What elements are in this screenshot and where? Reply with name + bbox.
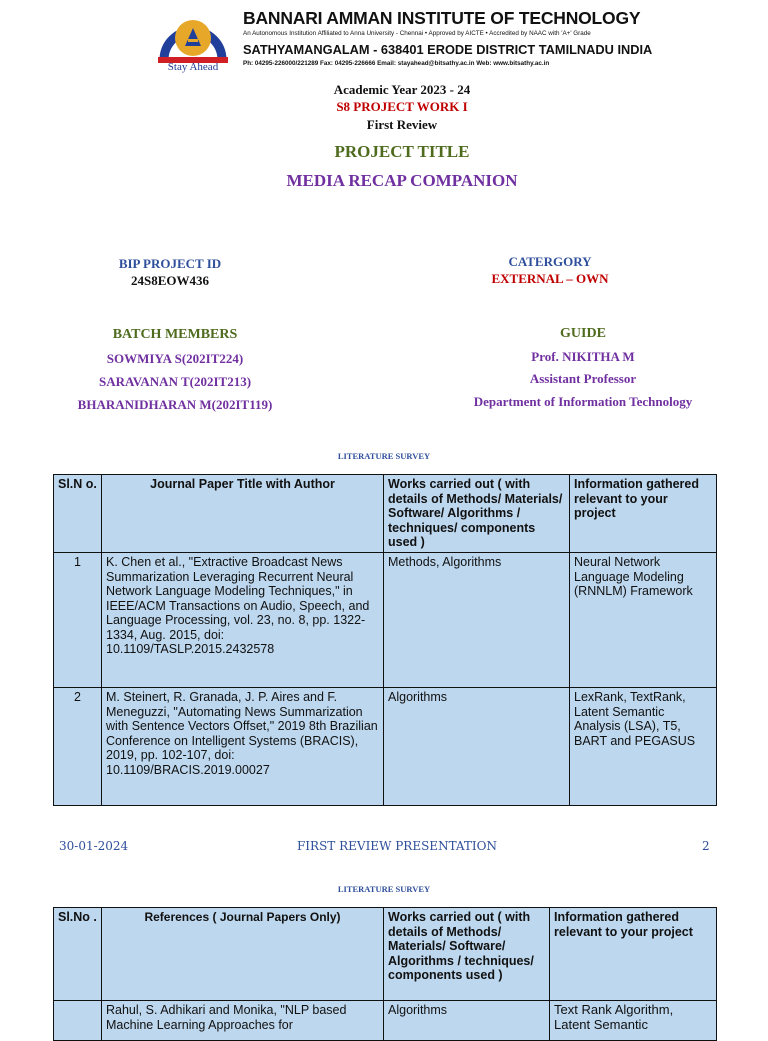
table-row [54,553,717,688]
batch-member: SOWMIYA S(202IT224) [106,351,244,366]
header-references: References ( Journal Papers Only) [102,908,384,1001]
batch-members-label: BATCH MEMBERS [112,327,238,342]
institution-affiliation: An Autonomous Institution Affiliated to Anna University - Chennai • Approved by AICTE • Accredited by NAAC with 'A+' Grade [243,30,591,37]
header-sl-no: Sl.No . [54,908,102,1001]
literature-survey-title-2: LITERATURE SURVEY [337,884,431,894]
row-works: Algorithms [384,1001,550,1041]
literature-survey-table [53,474,717,806]
header-information-gathered: Information gathered relevant to your project [550,908,717,1001]
row-info: Neural Network Language Modeling (RNNLM) Framework [570,553,717,688]
review-label: First Review [366,117,438,132]
project-title: MEDIA RECAP COMPANION [286,171,518,190]
table-row [54,1001,717,1041]
batch-member: BHARANIDHARAN M(202IT119) [77,397,273,412]
row-sl-no: 2 [54,688,102,806]
project-title-label: PROJECT TITLE [334,142,470,161]
row-paper: K. Chen et al., "Extractive Broadcast News Summarization Leveraging Recurrent Neural Network Language Modeling Techniques," in IEEE/ACM Transactions on Audio, Speech, and Language Processing, vol. 23, no. 8, pp. 1322-1334, Aug. 2015, doi: 10.1109/TASLP.2015.2432578 [102,553,384,688]
row-sl-no [54,1001,102,1041]
academic-year: Academic Year 2023 - 24 [333,82,471,97]
literature-survey-title: LITERATURE SURVEY [337,451,431,461]
row-works: Algorithms [384,688,570,806]
tagline: Stay Ahead [167,61,219,73]
header-sl-no: Sl.N o. [54,475,102,553]
institution-name: BANNARI AMMAN INSTITUTE OF TECHNOLOGY [243,8,641,28]
category-label: CATERGORY [508,254,592,269]
header-works-carried-out: Works carried out ( with details of Methods/ Materials/ Software/ Algorithms / techniques/ components used ) [384,908,550,1001]
literature-survey-table-2 [53,907,717,1041]
table-header-row [54,908,717,1001]
header-works-carried-out: Works carried out ( with details of Methods/ Materials/ Software/ Algorithms / techniques/ components used ) [384,475,570,553]
row-info: LexRank, TextRank, Latent Semantic Analysis (LSA), T5, BART and PEGASUS [570,688,717,806]
guide-name: Prof. NIKITHA M [531,349,635,364]
bip-project-id-label: BIP PROJECT ID [118,256,222,271]
row-info: Text Rank Algorithm, Latent Semantic [550,1001,717,1041]
batch-member: SARAVANAN T(202IT213) [98,374,252,389]
guide-label: GUIDE [560,326,606,341]
header-information-gathered: Information gathered relevant to your project [570,475,717,553]
row-paper: M. Steinert, R. Granada, J. P. Aires and F. Meneguzzi, "Automating News Summarization with Sentence Vectors Offset," 2019 8th Brazilian Conference on Intelligent Systems (BRACIS), 2019, pp. 102-107, doi: 10.1109/BRACIS.2019.00027 [102,688,384,806]
footer-page-number: 2 [702,839,710,853]
guide-designation: Assistant Professor [529,371,637,386]
row-works: Methods, Algorithms [384,553,570,688]
project-work: S8 PROJECT WORK I [336,99,468,114]
row-paper: Rahul, S. Adhikari and Monika, "NLP based Machine Learning Approaches for [102,1001,384,1041]
institution-contact: Ph: 04295-226000/221289 Fax: 04295-226666 Email: stayahead@bitsathy.ac.in Web: www.bitsathy.ac.in [243,60,550,67]
bip-project-id-value: 24S8EOW436 [130,273,209,288]
institution-address: SATHYAMANGALAM - 638401 ERODE DISTRICT TAMILNADU INDIA [243,42,653,57]
category-value: EXTERNAL – OWN [491,271,609,286]
guide-department: Department of Information Technology [473,394,693,409]
table-row [54,688,717,806]
footer-date: 30-01-2024 [59,839,129,853]
footer-presentation: FIRST REVIEW PRESENTATION [296,839,498,853]
row-sl-no: 1 [54,553,102,688]
header-paper-title: Journal Paper Title with Author [102,475,384,553]
table-header-row [54,475,717,553]
